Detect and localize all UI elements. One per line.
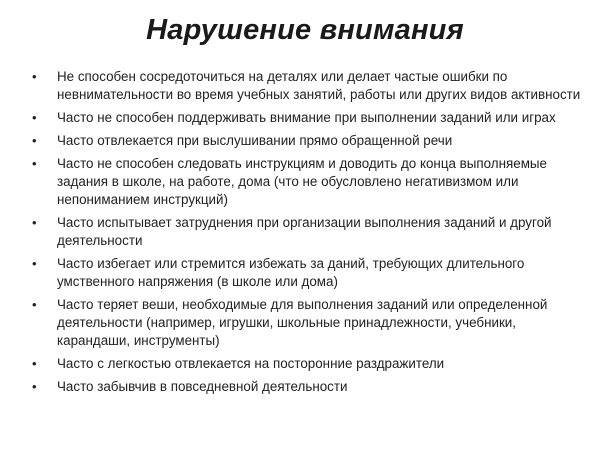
list-item-text: Часто забывчив в повседневной деятельности [57,379,348,394]
list-item [30,109,590,127]
list-item [30,132,590,150]
list-item-text: Часто отвлекается при выслушивании прямо обращенной речи [57,133,453,148]
bullet-icon: • [32,256,37,271]
list-item [30,155,590,209]
bullet-icon: • [32,156,37,171]
list-item [30,296,590,350]
list-item-text: Часто избегает или стремится избежать за даний, требующих длительного умственного напряжения (в школе или дома) [57,256,525,289]
list-item [30,68,590,104]
bullet-icon: • [32,133,37,148]
bullet-icon: • [32,69,37,84]
bullet-icon: • [32,379,37,394]
list-item-text: Не способен сосредоточиться на деталях или делает частые ошибки по невнимательности во время учебных занятий, работы или других видов активности [57,69,581,102]
list-item-text: Часто испытывает затруднения при организации выполнения заданий и другой деятельности [57,215,552,248]
page-title: Нарушение внимания [146,14,464,46]
list-item [30,214,590,250]
symptom-list [30,68,590,401]
list-item-text: Часто с легкостью отвлекается на посторонние раздражители [57,356,445,371]
list-item [30,255,590,291]
list-item-text: Часто не способен следовать инструкциям и доводить до конца выполняемые задания в школе, на работе, дома (что не обусловлено негативизмом или непониманием инструкций) [57,156,547,207]
list-item [30,355,590,373]
bullet-icon: • [32,110,37,125]
bullet-icon: • [32,215,37,230]
list-item [30,378,590,396]
bullet-icon: • [32,297,37,312]
list-item-text: Часто теряет веши, необходимые для выполнения заданий или определенной деятельности (например, игрушки, школьные принадлежности, учебники, карандаши, инструменты) [57,297,548,348]
list-item-text: Часто не способен поддерживать внимание при выполнении заданий или играх [57,110,556,125]
bullet-icon: • [32,356,37,371]
